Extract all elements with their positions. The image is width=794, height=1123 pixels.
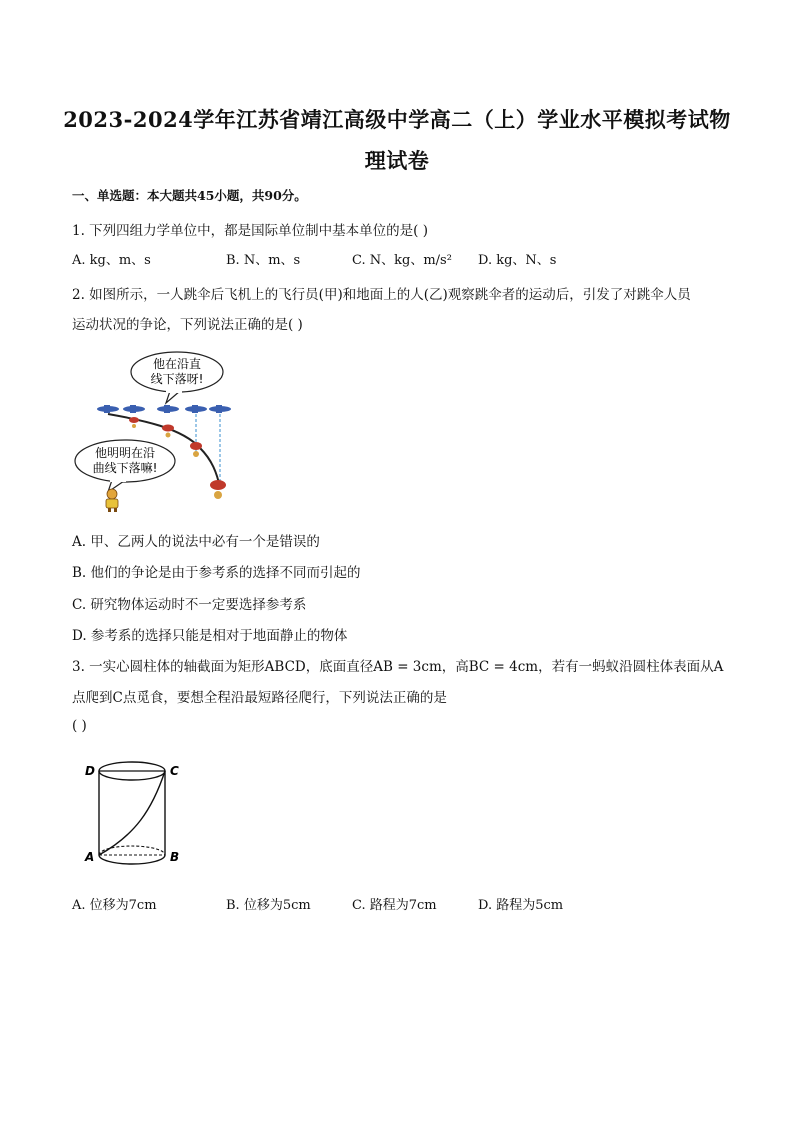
parachutist-icon bbox=[210, 480, 226, 499]
q2-option-d: D. 参考系的选择只能是相对于地面静止的物体 bbox=[72, 628, 348, 644]
q2-option-c: C. 研究物体运动时不一定要选择参考系 bbox=[72, 597, 307, 613]
q2-parachute-figure bbox=[72, 348, 242, 513]
q3-option-d: D. 路程为5cm bbox=[478, 898, 564, 913]
airplane-icon bbox=[185, 405, 207, 413]
bubble-top-text2: 线下落呀! bbox=[150, 372, 204, 386]
q3-stem-line1: 3. 一实心圆柱体的轴截面为矩形ABCD，底面直径AB = 3cm，高BC = 4cm，若有一蚂蚁沿圆柱体表面从A bbox=[72, 659, 724, 675]
exam-title-line2: 理试卷 bbox=[364, 148, 430, 173]
q3-stem-line2: 点爬到C点觅食，要想全程沿最短路径爬行，下列说法正确的是 bbox=[72, 690, 447, 706]
q1-option-d: D. kg、N、s bbox=[478, 253, 557, 268]
airplane-row bbox=[97, 405, 231, 413]
q3-stem-line3: ( ) bbox=[72, 718, 87, 734]
ground-observer-icon bbox=[106, 489, 118, 512]
speech-bubble-pilot bbox=[131, 352, 223, 403]
bubble-bottom-text1: 他明明在沿 bbox=[94, 446, 156, 460]
bubble-top-text1: 他在沿直 bbox=[152, 357, 202, 371]
label-d: D bbox=[85, 764, 95, 778]
label-b: B bbox=[170, 850, 180, 864]
bubble-bottom-text2: 曲线下落嘛! bbox=[92, 461, 158, 475]
q1-stem: 1. 下列四组力学单位中，都是国际单位制中基本单位的是( ) bbox=[72, 223, 428, 239]
q3-option-c: C. 路程为7cm bbox=[352, 898, 437, 913]
q2-option-a: A. 甲、乙两人的说法中必有一个是错误的 bbox=[72, 534, 320, 550]
airplane-icon bbox=[209, 405, 231, 413]
airplane-icon bbox=[157, 405, 179, 413]
label-c: C bbox=[170, 764, 179, 778]
q2-option-b: B. 他们的争论是由于参考系的选择不同而引起的 bbox=[72, 565, 361, 581]
airplane-icon bbox=[97, 405, 119, 413]
q3-cylinder-figure bbox=[80, 755, 180, 870]
speech-bubble-ground-observer bbox=[75, 440, 175, 492]
q1-option-b: B. N、m、s bbox=[226, 253, 301, 268]
airplane-icon bbox=[123, 405, 145, 413]
q2-stem-line1: 2. 如图所示，一人跳伞后飞机上的飞行员(甲)和地面上的人(乙)观察跳伞者的运动后，引发了对跳伞人员 bbox=[72, 287, 691, 303]
q3-option-a: A. 位移为7cm bbox=[72, 898, 157, 913]
q1-option-c: C. N、kg、m/s² bbox=[352, 253, 452, 268]
exam-title-line1: 2023-2024学年江苏省靖江高级中学高二（上）学业水平模拟考试物 bbox=[63, 107, 731, 132]
q3-option-b: B. 位移为5cm bbox=[226, 898, 311, 913]
label-a: A bbox=[85, 850, 95, 864]
q2-stem-line2: 运动状况的争论，下列说法正确的是( ) bbox=[72, 317, 303, 333]
q1-option-a: A. kg、m、s bbox=[72, 253, 151, 268]
section-header: 一、单选题：本大题共45小题，共90分。 bbox=[72, 188, 307, 203]
parachutist-icon bbox=[129, 417, 139, 428]
